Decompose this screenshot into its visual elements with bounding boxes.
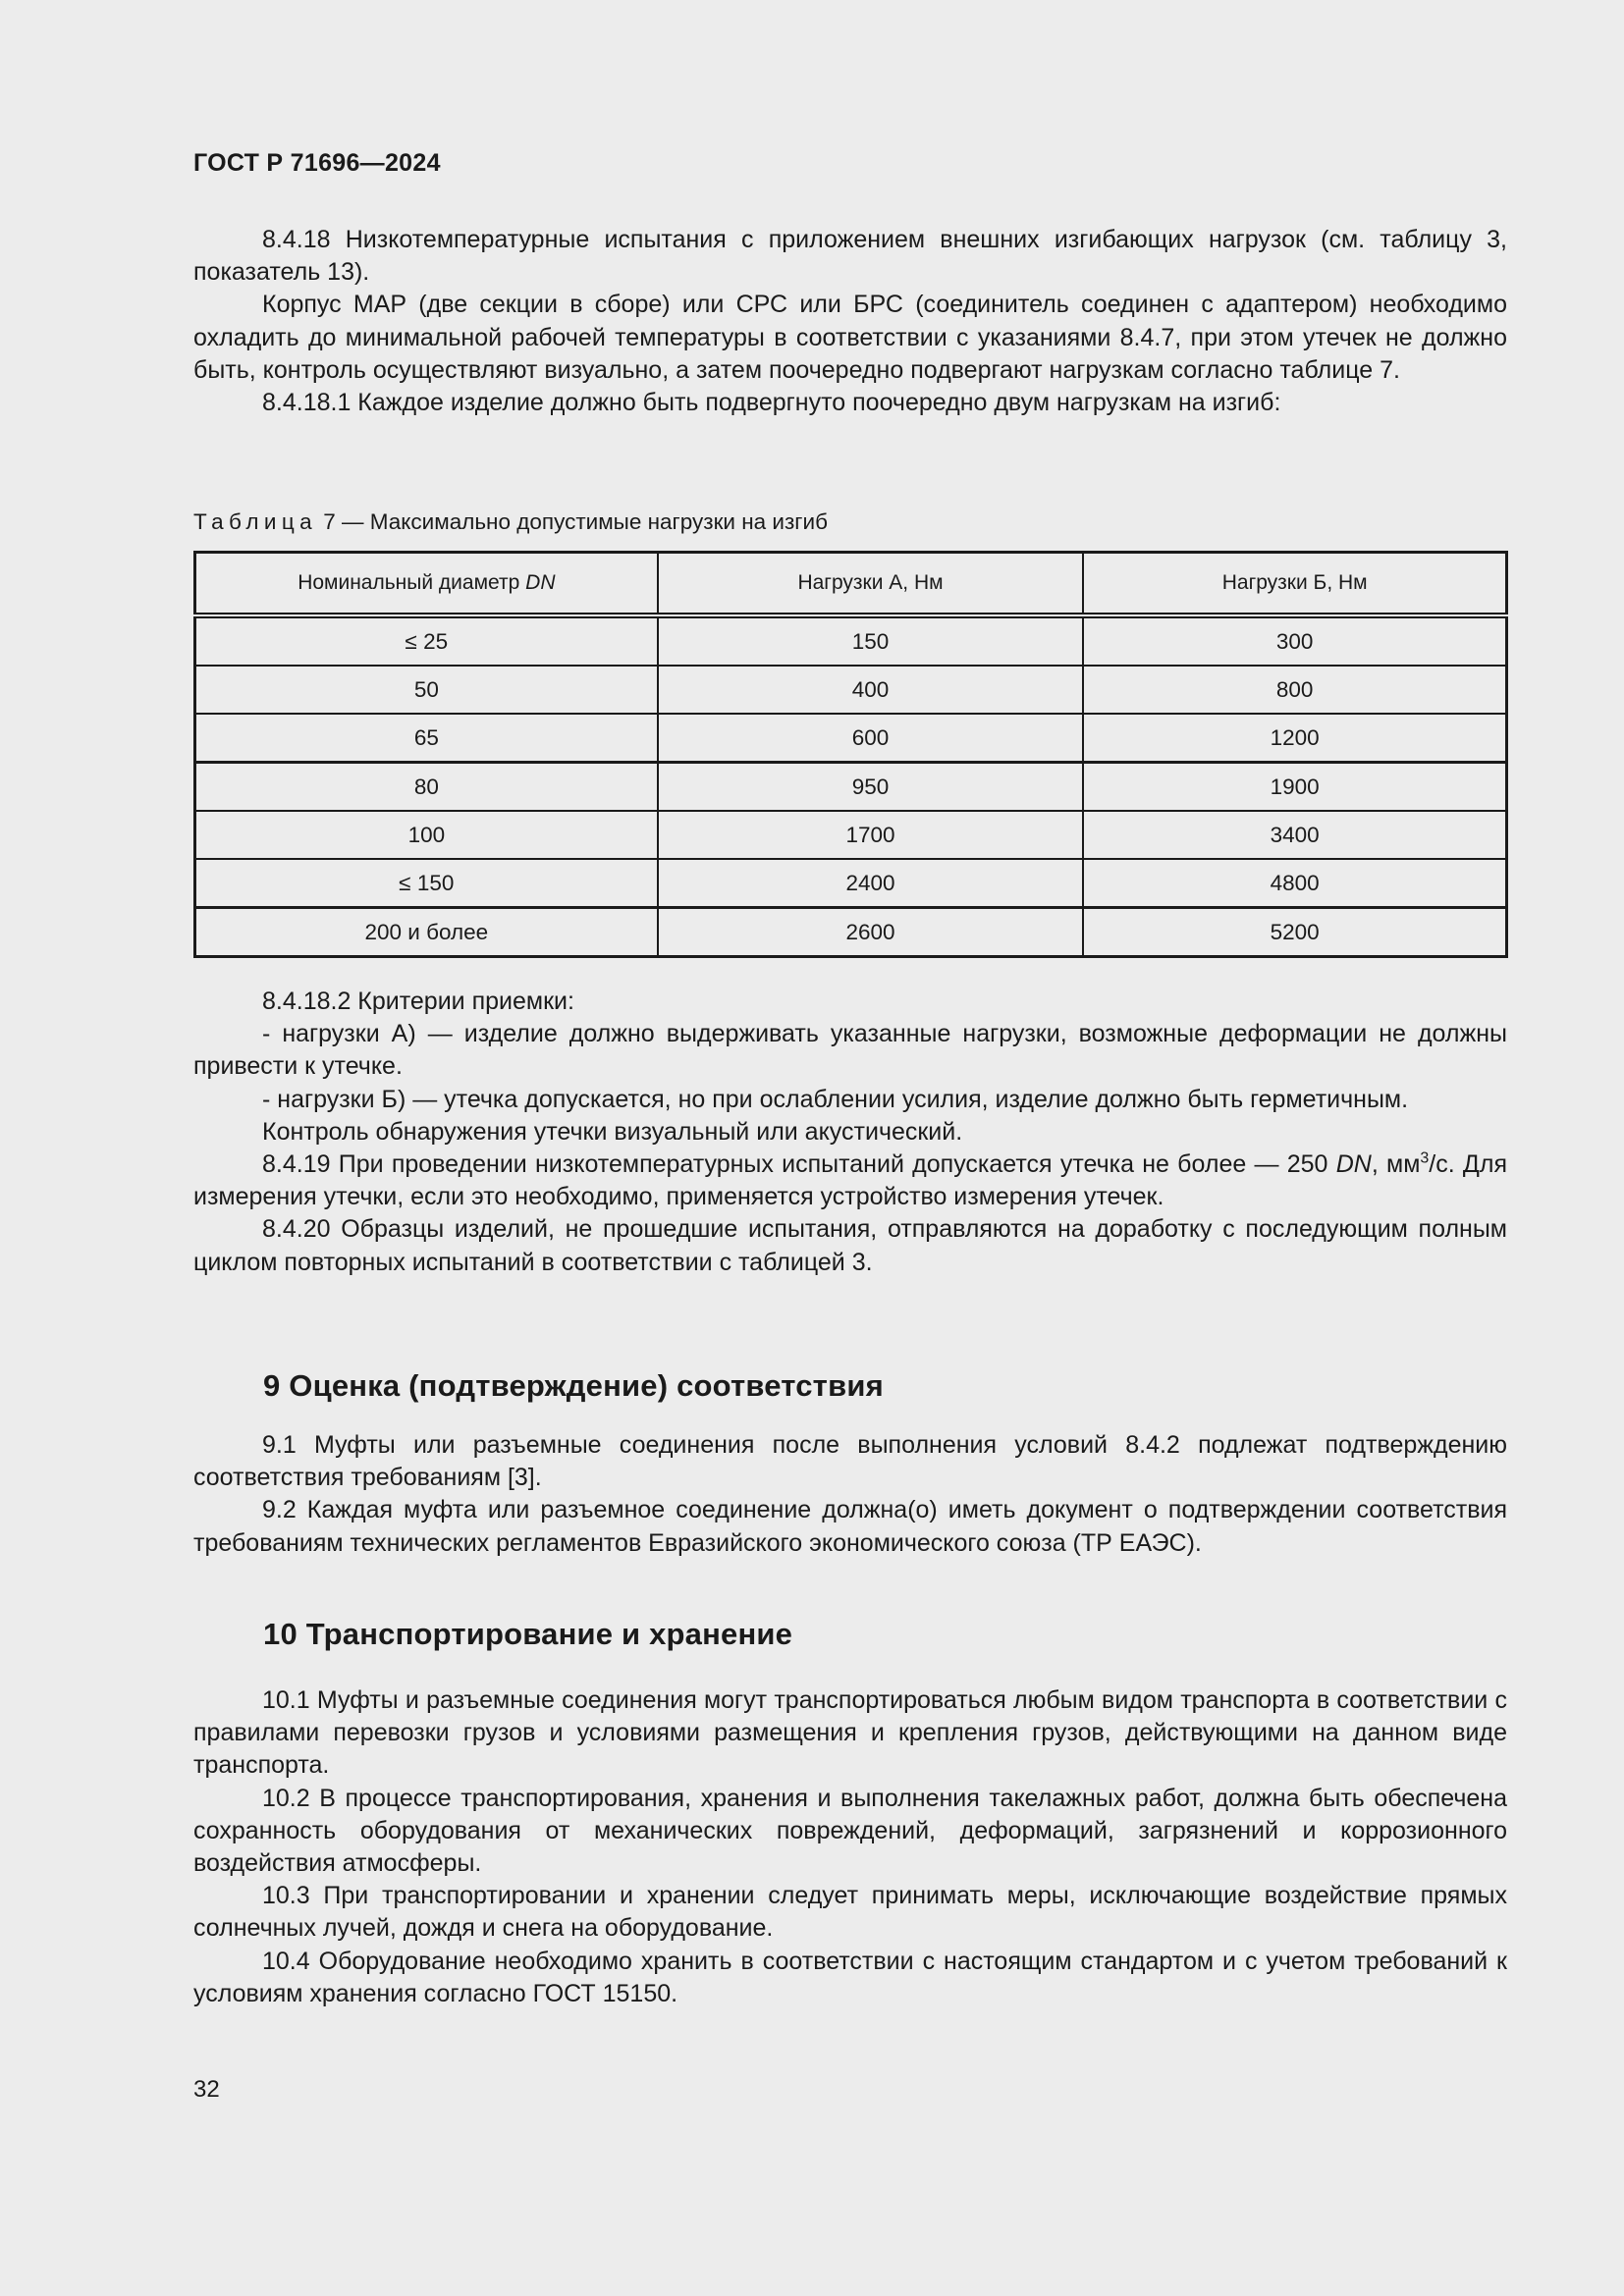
cell-load-a: 950	[658, 763, 1084, 812]
paragraph-9-1: 9.1 Муфты или разъемные соединения после выполнения условий 8.4.2 подлежат подтверждению соответствия требованиям [3].	[193, 1431, 1507, 1492]
table-row	[195, 811, 1507, 859]
table-row	[195, 908, 1507, 957]
header-load-b: Нагрузки Б, Нм	[1083, 553, 1506, 616]
paragraph-10-3: 10.3 При транспортировании и хранении следует принимать меры, исключающие воздействие прямых солнечных лучей, дождя и снега на оборудование.	[193, 1882, 1507, 1943]
cell-load-b: 800	[1083, 666, 1506, 714]
cell-load-a: 1700	[658, 811, 1084, 859]
criteria-block	[193, 986, 1507, 1279]
cell-load-a: 400	[658, 666, 1084, 714]
paragraph-8-4-18-body: Корпус МАР (две секции в сборе) или СРС или БРС (соединитель соединен с адаптером) необходимо охладить до минимальной рабочей температуры в соответствии с указаниями 8.4.7, при этом утечек не должно быть, контроль осуществляют визуально, а затем поочередно подвергают нагрузкам согласно таблице 7.	[193, 291, 1507, 384]
paragraph-8-4-20: 8.4.20 Образцы изделий, не прошедшие испытания, отправляются на доработку с последующим полным циклом повторных испытаний в соответствии с таблицей 3.	[193, 1215, 1507, 1276]
table-row	[195, 714, 1507, 763]
cell-load-b: 4800	[1083, 859, 1506, 908]
cell-load-b: 1200	[1083, 714, 1506, 763]
cell-load-a: 2400	[658, 859, 1084, 908]
cell-load-a: 2600	[658, 908, 1084, 957]
cell-dn: 50	[195, 666, 658, 714]
table-row	[195, 859, 1507, 908]
table-row	[195, 615, 1507, 666]
cell-dn: 65	[195, 714, 658, 763]
cell-load-b: 3400	[1083, 811, 1506, 859]
paragraph-10-2: 10.2 В процессе транспортирования, хранения и выполнения такелажных работ, должна быть обеспечена сохранность оборудования от механических повреждений, деформаций, загрязнений и коррозионного воздействия атмосферы.	[193, 1784, 1507, 1878]
section-10-block	[193, 1684, 1507, 2010]
header-nominal-diameter: Номинальный диаметр DN	[195, 553, 658, 616]
section-9-title: 9 Оценка (подтверждение) соответствия	[263, 1368, 884, 1403]
paragraph-8-4-18: 8.4.18 Низкотемпературные испытания с приложением внешних изгибающих нагрузок (см. таблицу 3, показатель 13).	[193, 226, 1507, 287]
paragraph-leak-control: Контроль обнаружения утечки визуальный или акустический.	[262, 1117, 963, 1146]
paragraph-load-a: - нагрузки А) — изделие должно выдерживать указанные нагрузки, возможные деформации не должны привести к утечке.	[193, 1020, 1507, 1081]
intro-block	[193, 224, 1507, 419]
cell-load-a: 600	[658, 714, 1084, 763]
paragraph-8-4-18-2: 8.4.18.2 Критерии приемки:	[262, 988, 574, 1015]
table-row	[195, 763, 1507, 812]
paragraph-9-2: 9.2 Каждая муфта или разъемное соединение должна(о) иметь документ о подтверждении соответствия требованиям технических регламентов Евразийского экономического союза (ТР ЕАЭС).	[193, 1496, 1507, 1557]
cell-load-b: 1900	[1083, 763, 1506, 812]
cell-dn: 200 и более	[195, 908, 658, 957]
cell-load-b: 300	[1083, 615, 1506, 666]
paragraph-10-1: 10.1 Муфты и разъемные соединения могут транспортироваться любым видом транспорта в соответствии с правилами перевозки грузов и условиями размещения и крепления грузов, действующими на данном виде транспорта.	[193, 1686, 1507, 1780]
paragraph-10-4: 10.4 Оборудование необходимо хранить в соответствии с настоящим стандартом и с учетом требований к условиям хранения согласно ГОСТ 15150.	[193, 1947, 1507, 2007]
section-9-block	[193, 1429, 1507, 1560]
table-row	[195, 666, 1507, 714]
cell-dn: ≤ 25	[195, 615, 658, 666]
paragraph-8-4-18-1: 8.4.18.1 Каждое изделие должно быть подвергнуто поочередно двум нагрузкам на изгиб:	[262, 389, 1281, 417]
cell-load-b: 5200	[1083, 908, 1506, 957]
section-10-title: 10 Транспортирование и хранение	[263, 1617, 793, 1651]
table-caption-text: 7 — Максимально допустимые нагрузки на изгиб	[317, 509, 828, 534]
table-caption-label: Таблица	[193, 509, 318, 534]
cell-load-a: 150	[658, 615, 1084, 666]
cell-dn: 80	[195, 763, 658, 812]
paragraph-8-4-19: 8.4.19 При проведении низкотемпературных испытаний допускается утечка не более — 250 DN, $мм^3/с$. Для измерения утечки, если это необходимо, применяется устройство измерения утечек.	[193, 1149, 1507, 1211]
header-load-a: Нагрузки А, Нм	[658, 553, 1084, 616]
cell-dn: 100	[195, 811, 658, 859]
document-code-header: ГОСТ Р 71696—2024	[193, 149, 441, 177]
cell-dn: ≤ 150	[195, 859, 658, 908]
table-7-block	[193, 507, 1507, 958]
paragraph-load-b: - нагрузки Б) — утечка допускается, но при ослаблении усилия, изделие должно быть герметичным.	[262, 1085, 1409, 1113]
bending-loads-table	[193, 551, 1508, 958]
table-caption	[193, 507, 1507, 537]
page-number: 32	[193, 2076, 220, 2103]
table-header-row	[195, 553, 1507, 616]
